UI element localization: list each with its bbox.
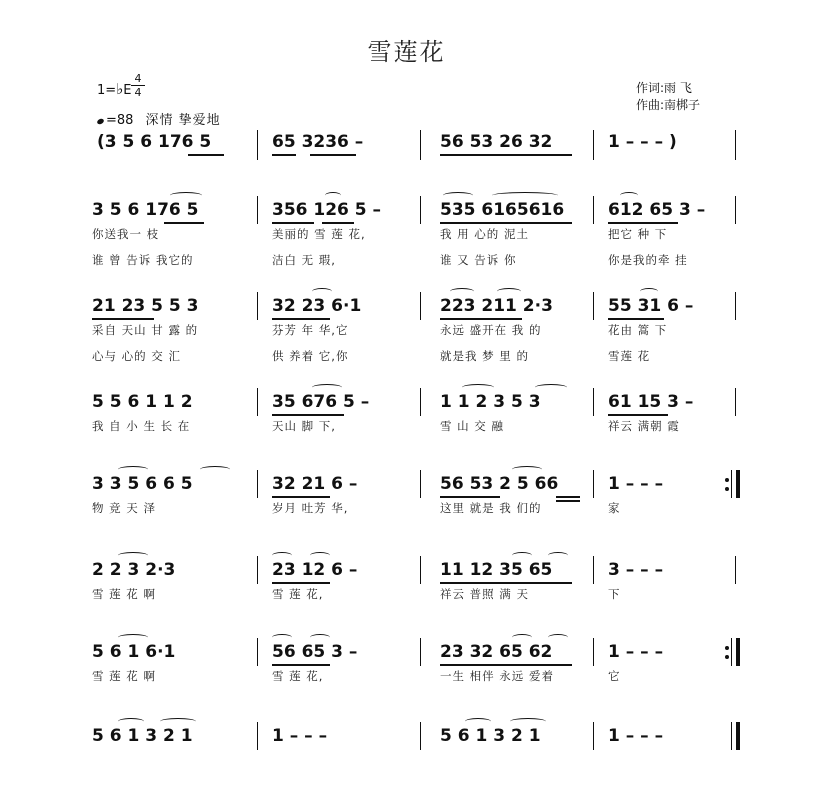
underline-beam	[440, 496, 500, 498]
barline	[593, 292, 594, 320]
lyric-line: 心与 心的 交 汇	[92, 349, 181, 363]
score-row-1	[0, 128, 813, 162]
lyric-line: 美丽的 雪 莲 花,	[272, 227, 366, 241]
measure: 5 6 1 6·1	[92, 642, 176, 662]
score-row-4	[0, 388, 813, 438]
score-row-7	[0, 638, 813, 688]
slur	[548, 552, 568, 559]
lyric-line: 你是我的牵 挂	[608, 253, 688, 267]
repeat-barline	[736, 638, 740, 666]
measure: 535 6165616	[440, 200, 565, 220]
lyric-line: 就是我 梦 里 的	[440, 349, 529, 363]
barline	[257, 196, 258, 224]
slur	[312, 288, 332, 295]
measure: 1 – – – )	[608, 132, 677, 152]
measure: 56 53 2 5 66	[440, 474, 559, 494]
lyric-line: 一生 相伴 永远 爱着	[440, 669, 554, 683]
lyric-line: 祥云 满朝 霞	[608, 419, 680, 433]
score-row-3	[0, 292, 813, 370]
measure: 5 6 1 3 2 1	[92, 726, 193, 746]
tempo-marking	[97, 109, 221, 128]
lyric-line: 谁 又 告诉 你	[440, 253, 517, 267]
measure: 1 1 2 3 5 3	[440, 392, 541, 412]
slur	[325, 192, 341, 199]
measure: 23 12 6 –	[272, 560, 358, 580]
measure: 3 – – –	[608, 560, 664, 580]
underline-beam	[440, 582, 572, 584]
measure: 5 5 6 1 1 2	[92, 392, 193, 412]
measure: 35 676 5 –	[272, 392, 370, 412]
lyric-line: 家	[608, 501, 621, 515]
underline-beam	[92, 318, 154, 320]
time-signature-top: 4	[131, 72, 145, 86]
barline	[257, 722, 258, 750]
slur	[535, 384, 567, 391]
slur	[310, 552, 330, 559]
measure: 61 15 3 –	[608, 392, 694, 412]
barline	[420, 722, 421, 750]
lyric-line: 雪 山 交 融	[440, 419, 504, 433]
lyric-line: 我 自 小 生 长 在	[92, 419, 191, 433]
final-barline	[736, 722, 740, 750]
credits	[636, 80, 700, 114]
underline-beam	[440, 154, 572, 156]
slur	[620, 192, 638, 199]
key-signature	[97, 80, 131, 98]
measure: 612 65 3 –	[608, 200, 706, 220]
repeat-barline	[736, 470, 740, 498]
score-row-2	[0, 196, 813, 276]
slur	[465, 718, 491, 725]
lyric-line: 它	[608, 669, 621, 683]
measure: 56 65 3 –	[272, 642, 358, 662]
barline	[420, 130, 421, 160]
lyric-line: 洁白 无 瑕,	[272, 253, 336, 267]
underline-beam	[440, 222, 572, 224]
slur	[512, 634, 532, 641]
half-note-icon	[96, 118, 104, 125]
underline-beam	[164, 222, 204, 224]
measure: 32 21 6 –	[272, 474, 358, 494]
lyric-line: 谁 曾 告诉 我它的	[92, 253, 194, 267]
barline	[420, 638, 421, 666]
barline	[735, 292, 736, 320]
underline-beam	[608, 222, 678, 224]
repeat-dot	[725, 478, 729, 482]
slur	[443, 192, 473, 199]
barline	[735, 196, 736, 224]
score-row-5	[0, 470, 813, 520]
lyric-line: 物 竞 天 泽	[92, 501, 156, 515]
time-signature	[131, 72, 145, 99]
lyric-line: 岁月 吐芳 华,	[272, 501, 349, 515]
measure: 21 23 5 5 3	[92, 296, 199, 316]
slur	[310, 634, 330, 641]
barline	[593, 722, 594, 750]
lyric-line: 采自 天山 甘 露 的	[92, 323, 199, 337]
slur	[512, 552, 532, 559]
underline-beam	[556, 496, 580, 498]
repeat-dot	[725, 487, 729, 491]
lyric-line: 我 用 心的 泥土	[440, 227, 529, 241]
measure: 32 23 6·1	[272, 296, 362, 316]
score-row-8	[0, 722, 813, 762]
repeat-dot	[725, 655, 729, 659]
measure: 1 – – –	[608, 474, 664, 494]
slur	[118, 634, 148, 641]
lyric-line: 雪 莲 花 啊	[92, 587, 156, 601]
underline-beam	[272, 664, 330, 666]
lyric-line: 祥云 普照 满 天	[440, 587, 529, 601]
slur	[272, 552, 292, 559]
underline-beam	[188, 154, 224, 156]
slur	[118, 552, 148, 559]
lyric-line: 供 养着 它,你	[272, 349, 349, 363]
repeat-dot	[725, 646, 729, 650]
score-row-6	[0, 556, 813, 606]
barline	[420, 470, 421, 498]
tempo-value: =88	[106, 113, 134, 128]
underline-beam	[310, 154, 356, 156]
underline-beam	[272, 154, 296, 156]
barline	[257, 292, 258, 320]
barline	[257, 638, 258, 666]
measure: 5 6 1 3 2 1	[440, 726, 541, 746]
measure: 3 3 5 6 6 5	[92, 474, 193, 494]
lyric-line: 雪 莲 花,	[272, 587, 324, 601]
barline	[257, 388, 258, 416]
slur	[312, 384, 342, 391]
lyric-line: 天山 脚 下,	[272, 419, 336, 433]
lyric-line: 把它 种 下	[608, 227, 668, 241]
slur	[170, 192, 202, 199]
slur	[118, 718, 144, 725]
underline-beam	[272, 414, 344, 416]
flat-symbol: ♭	[116, 80, 124, 98]
measure: 3 5 6 176 5	[92, 200, 199, 220]
measure: 65 3236 –	[272, 132, 364, 152]
slur	[497, 288, 521, 295]
lyric-line: 芬芳 年 华,它	[272, 323, 349, 337]
measure: 356 126 5 –	[272, 200, 382, 220]
composer: 作曲:南梆子	[636, 98, 701, 112]
barline	[593, 470, 594, 498]
barline	[257, 556, 258, 584]
slur	[462, 384, 494, 391]
measure: 223 211 2·3	[440, 296, 553, 316]
slur	[450, 288, 474, 295]
underline-beam	[608, 414, 668, 416]
slur	[492, 192, 558, 199]
expression-marking: 深情 挚爱地	[145, 113, 221, 128]
measure: 56 53 26 32	[440, 132, 553, 152]
barline	[420, 292, 421, 320]
barline	[735, 388, 736, 416]
barline	[731, 638, 732, 666]
lyric-line: 永远 盛开在 我 的	[440, 323, 542, 337]
barline	[593, 130, 594, 160]
underline-beam	[608, 318, 664, 320]
song-title: 雪莲花	[367, 38, 446, 66]
lyric-line: 花由 篙 下	[608, 323, 668, 337]
barline	[593, 638, 594, 666]
underline-beam	[322, 222, 354, 224]
barline	[593, 196, 594, 224]
underline-beam	[272, 318, 330, 320]
barline	[735, 130, 736, 160]
underline-beam	[556, 500, 580, 502]
barline	[731, 722, 732, 750]
measure: 2 2 3 2·3	[92, 560, 176, 580]
slur	[510, 718, 546, 725]
lyric-line: 雪莲 花	[608, 349, 651, 363]
slur	[512, 466, 542, 473]
measure: 11 12 35 65	[440, 560, 553, 580]
lyricist: 作词:雨 飞	[636, 81, 692, 95]
measure: 55 31 6 –	[608, 296, 694, 316]
lyric-line: 你送我一 枝	[92, 227, 160, 241]
underline-beam	[272, 582, 330, 584]
slur	[200, 466, 230, 473]
barline	[593, 556, 594, 584]
slur	[548, 634, 568, 641]
barline	[420, 196, 421, 224]
slur	[272, 634, 292, 641]
key-letter: E	[123, 83, 132, 98]
slur	[160, 718, 196, 725]
underline-beam	[272, 222, 314, 224]
slur	[118, 466, 148, 473]
underline-beam	[272, 496, 330, 498]
lyric-line: 这里 就是 我 们的	[440, 501, 542, 515]
underline-beam	[440, 318, 522, 320]
lyric-line: 雪 莲 花 啊	[92, 669, 156, 683]
barline	[593, 388, 594, 416]
underline-beam	[440, 664, 572, 666]
measure: 1 – – –	[608, 726, 664, 746]
measure: 1 – – –	[608, 642, 664, 662]
barline	[257, 130, 258, 160]
measure: 23 32 65 62	[440, 642, 553, 662]
barline	[735, 556, 736, 584]
barline	[420, 388, 421, 416]
barline	[731, 470, 732, 498]
measure: 1 – – –	[272, 726, 328, 746]
key-prefix: 1=	[97, 83, 117, 98]
lyric-line: 下	[608, 587, 621, 601]
measure: (3 5 6 176 5	[97, 132, 212, 152]
barline	[420, 556, 421, 584]
barline	[257, 470, 258, 498]
slur	[640, 288, 658, 295]
time-signature-bottom: 4	[134, 86, 142, 99]
lyric-line: 雪 莲 花,	[272, 669, 324, 683]
